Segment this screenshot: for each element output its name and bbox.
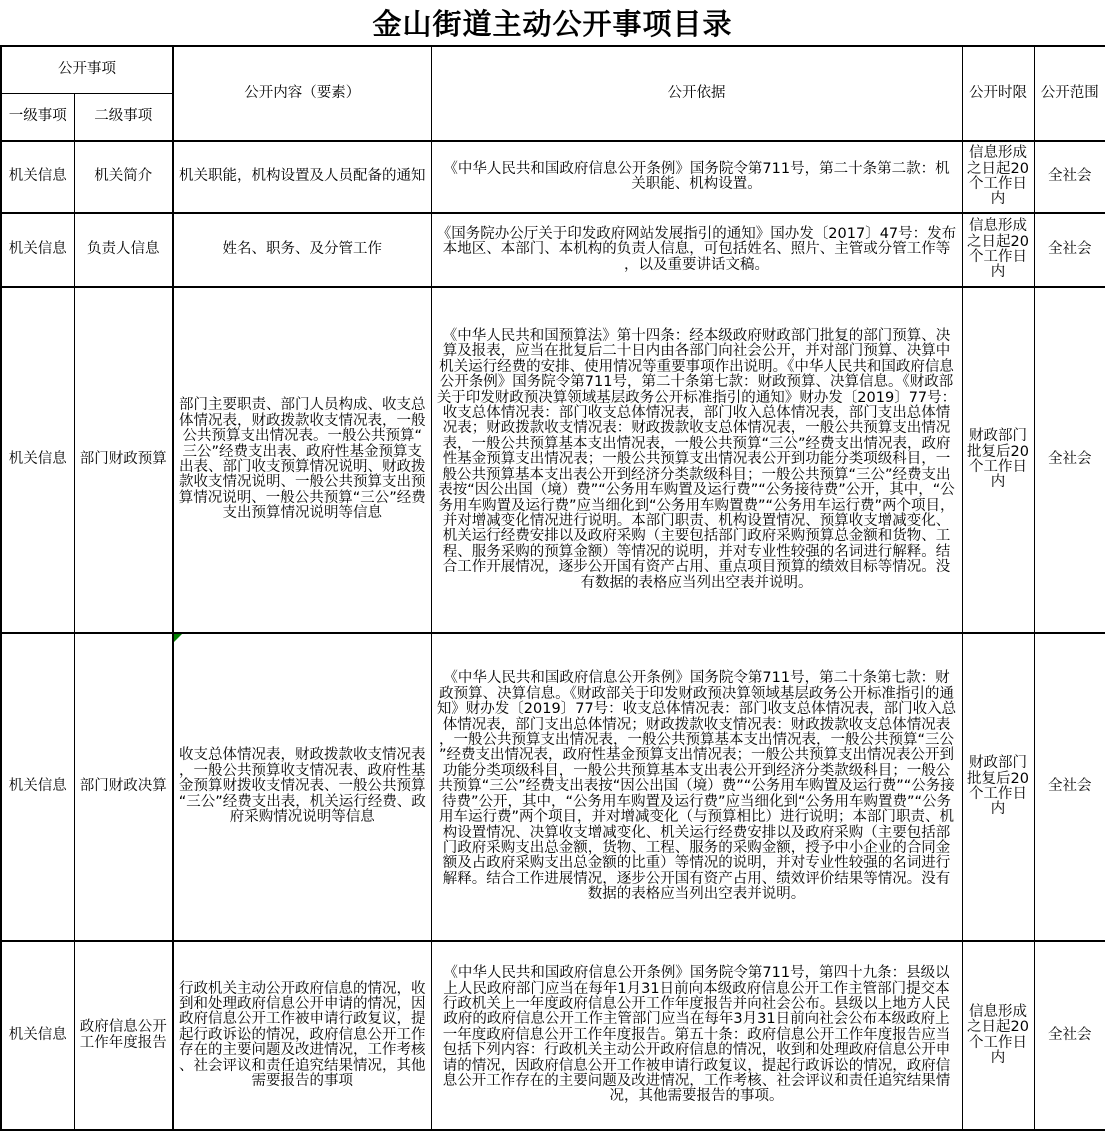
cell-scope: 全社会 bbox=[1034, 213, 1105, 287]
cell-scope: 全社会 bbox=[1034, 287, 1105, 633]
disclosure-table bbox=[0, 45, 1105, 1131]
column-header-level1: 一级事项 bbox=[1, 93, 74, 141]
cell-level2: 负责人信息 bbox=[74, 213, 173, 287]
cell-content-text: 收支总体情况表，财政拨款收支情况表，一般公共预算收支情况表、政府性基金预算财拨收支情况表、一般公共预算“三公”经费支出表，机关运行经费、政府采购情况说明等信息 bbox=[178, 747, 426, 826]
cell-basis: 《中华人民共和国政府信息公开条例》国务院令第711号，第四十九条：县级以上人民政府部门应当在每年1月31日前向本级政府信息公开工作主管部门提交本行政机关上一年度政府信息公开工作年度报告并向社会公布。县级以上地方人民政府的政府信息公开工作主管部门应当在每年3月31日前向社会公布本级政府上一年度政府信息公开工作年度报告。第五十条：政府信息公开工作年度报告应当包括下列内容：行政机关主动公开政府信息的情况，收到和处理政府信息公开申请的情况，因政府信息公开工作被申请行政复议，提起行政诉讼的情况，政府信息公开工作存在的主要问题及改进情况，工作考核、社会评议和责任追究结果情况，其他需要报告的事项。 bbox=[431, 941, 962, 1130]
cell-basis: 《中华人民共和国预算法》第十四条：经本级政府财政部门批复的部门预算、决算及报表，应当在批复后二十日内由各部门向社会公开，并对部门预算、决算中机关运行经费的安排、使用情况等重要事项作出说明。《中华人民共和国政府信息公开条例》国务院令第711号，第二十条第七款：财政预算、决算信息。《财政部关于印发财政预决算领域基层政务公开标准指引的通知》财办发〔2019〕77号：收支总体情况表：部门收支总体情况表，部门收入总体情况表，部门支出总体情况表；财政拨款收支情况表：财政拨款收支总体情况表，一般公共预算支出情况表，一般公共预算基本支出情况表，一般公共预算“三公”经费支出情况表，政府性基金预算支出情况表；一般公共预算支出情况表公开到功能分类项级科目，一般公共预算基本支出表公开到经济分类款级科目；一般公共预算“三公”经费支出表按“因公出国（境）费”“公务用车购置及运行费”“公务接待费”公开，其中，“公务用车购置及运行费”应当细化到“公务用车购置费”“公务用车运行费”两个项目，并对增减变化情况进行说明。本部门职责、机构设置情况、预算收支增减变化、机关运行经费安排以及政府采购（主要包括部门政府采购预算总金额和货物、工程、服务采购的预算金额）等情况的说明，并对专业性较强的名词进行解释。结合工作开展情况，逐步公开国有资产占用、重点项目预算的绩效目标等情况。没有数据的表格应当列出空表并说明。 bbox=[431, 287, 962, 633]
cell-scope: 全社会 bbox=[1034, 141, 1105, 213]
header-row-group bbox=[1, 46, 1105, 93]
cell-level2: 部门财政决算 bbox=[74, 633, 173, 941]
cell-level1: 机关信息 bbox=[1, 213, 74, 287]
cell-content: 机关职能，机构设置及人员配备的通知 bbox=[173, 141, 431, 213]
column-header-open-items: 公开事项 bbox=[1, 46, 173, 93]
cell-level1: 机关信息 bbox=[1, 633, 74, 941]
column-header-time-limit: 公开时限 bbox=[962, 46, 1034, 141]
cell-time-limit: 财政部门批复后20个工作日内 bbox=[962, 287, 1034, 633]
column-header-content: 公开内容（要素） bbox=[173, 46, 431, 141]
column-header-scope: 公开范围 bbox=[1034, 46, 1105, 141]
cell-level1: 机关信息 bbox=[1, 141, 74, 213]
column-header-level2: 二级事项 bbox=[74, 93, 173, 141]
cell-basis: 《国务院办公厅关于印发政府网站发展指引的通知》国办发〔2017〕47号：发布本地区、本部门、本机构的负责人信息，可包括姓名、照片、主管或分管工作等，以及重要讲话文稿。 bbox=[431, 213, 962, 287]
cell-level2: 政府信息公开工作年度报告 bbox=[74, 941, 173, 1130]
cell-time-limit: 信息形成之日起20个工作日内 bbox=[962, 941, 1034, 1130]
cell-scope: 全社会 bbox=[1034, 633, 1105, 941]
cell-level1: 机关信息 bbox=[1, 941, 74, 1130]
cell-content: 部门主要职责、部门人员构成、收支总体情况表，财政拨款收支情况表，一般公共预算支出情况表。一般公共预算“三公”经费支出表、政府性基金预算支出表、部门收支预算情况说明、财政拨款收支情况说明、一般公共预算支出预算情况说明、一般公共预算“三公”经费支出预算情况说明等信息 bbox=[173, 287, 431, 633]
cell-content bbox=[173, 633, 431, 941]
table-row bbox=[1, 287, 1105, 633]
cell-time-limit: 财政部门批复后20个工作日内 bbox=[962, 633, 1034, 941]
cell-time-limit: 信息形成之日起20个工作日内 bbox=[962, 141, 1034, 213]
cell-basis: 《中华人民共和国政府信息公开条例》国务院令第711号，第二十条第七款：财政预算、决算信息。《财政部关于印发财政预决算领域基层政务公开标准指引的通知》财办发〔2019〕77号：收支总体情况表：部门收支总体情况表，部门收入总体情况表，部门支出总体情况；财政拨款收支情况表：财政拨款收支总体情况表，一般公共预算支出情况表，一般公共预算基本支出情况表，一般公共预算“三公”经费支出情况表，政府性基金预算支出情况表；一般公共预算支出情况表公开到功能分类项级科目，一般公共预算基本支出表公开到经济分类款级科目；一般公共预算“三公”经费支出表按“因公出国（境）费”“公务用车购置及运行费”“公务接待费”公开，其中，“公务用车购置及运行费”应当细化到“公务用车购置费”“公务用车运行费”两个项目，并对增减变化（与预算相比）进行说明；本部门职责、机构设置情况、决算收支增减变化、机关运行经费安排以及政府采购（主要包括部门政府采购支出总金额，货物、工程、服务的采购金额，授予中小企业的合同金额及占政府采购支出总金额的比重）等情况的说明，并对专业性较强的名词进行解释。结合工作进展情况，逐步公开国有资产占用、绩效评价结果等情况。没有数据的表格应当列出空表并说明。 bbox=[431, 633, 962, 941]
cell-level2: 机关简介 bbox=[74, 141, 173, 213]
cell-content: 姓名、职务、及分管工作 bbox=[173, 213, 431, 287]
column-header-basis: 公开依据 bbox=[431, 46, 962, 141]
table-row bbox=[1, 633, 1105, 941]
table-row bbox=[1, 141, 1105, 213]
cell-level1: 机关信息 bbox=[1, 287, 74, 633]
cell-content: 行政机关主动公开政府信息的情况，收到和处理政府信息公开申请的情况，因政府信息公开工作被申请行政复议，提起行政诉讼的情况，政府信息公开工作存在的主要问题及改进情况，工作考核、社会评议和责任追究结果情况，其他需要报告的事项 bbox=[173, 941, 431, 1130]
page-title: 金山街道主动公开事项目录 bbox=[372, 7, 733, 41]
table-row bbox=[1, 213, 1105, 287]
cell-scope: 全社会 bbox=[1034, 941, 1105, 1130]
cell-time-limit: 信息形成之日起20个工作日内 bbox=[962, 213, 1034, 287]
table-row bbox=[1, 941, 1105, 1130]
cell-note-triangle-icon bbox=[174, 634, 182, 642]
cell-basis: 《中华人民共和国政府信息公开条例》国务院令第711号，第二十条第二款：机关职能、机构设置。 bbox=[431, 141, 962, 213]
cell-level2: 部门财政预算 bbox=[74, 287, 173, 633]
